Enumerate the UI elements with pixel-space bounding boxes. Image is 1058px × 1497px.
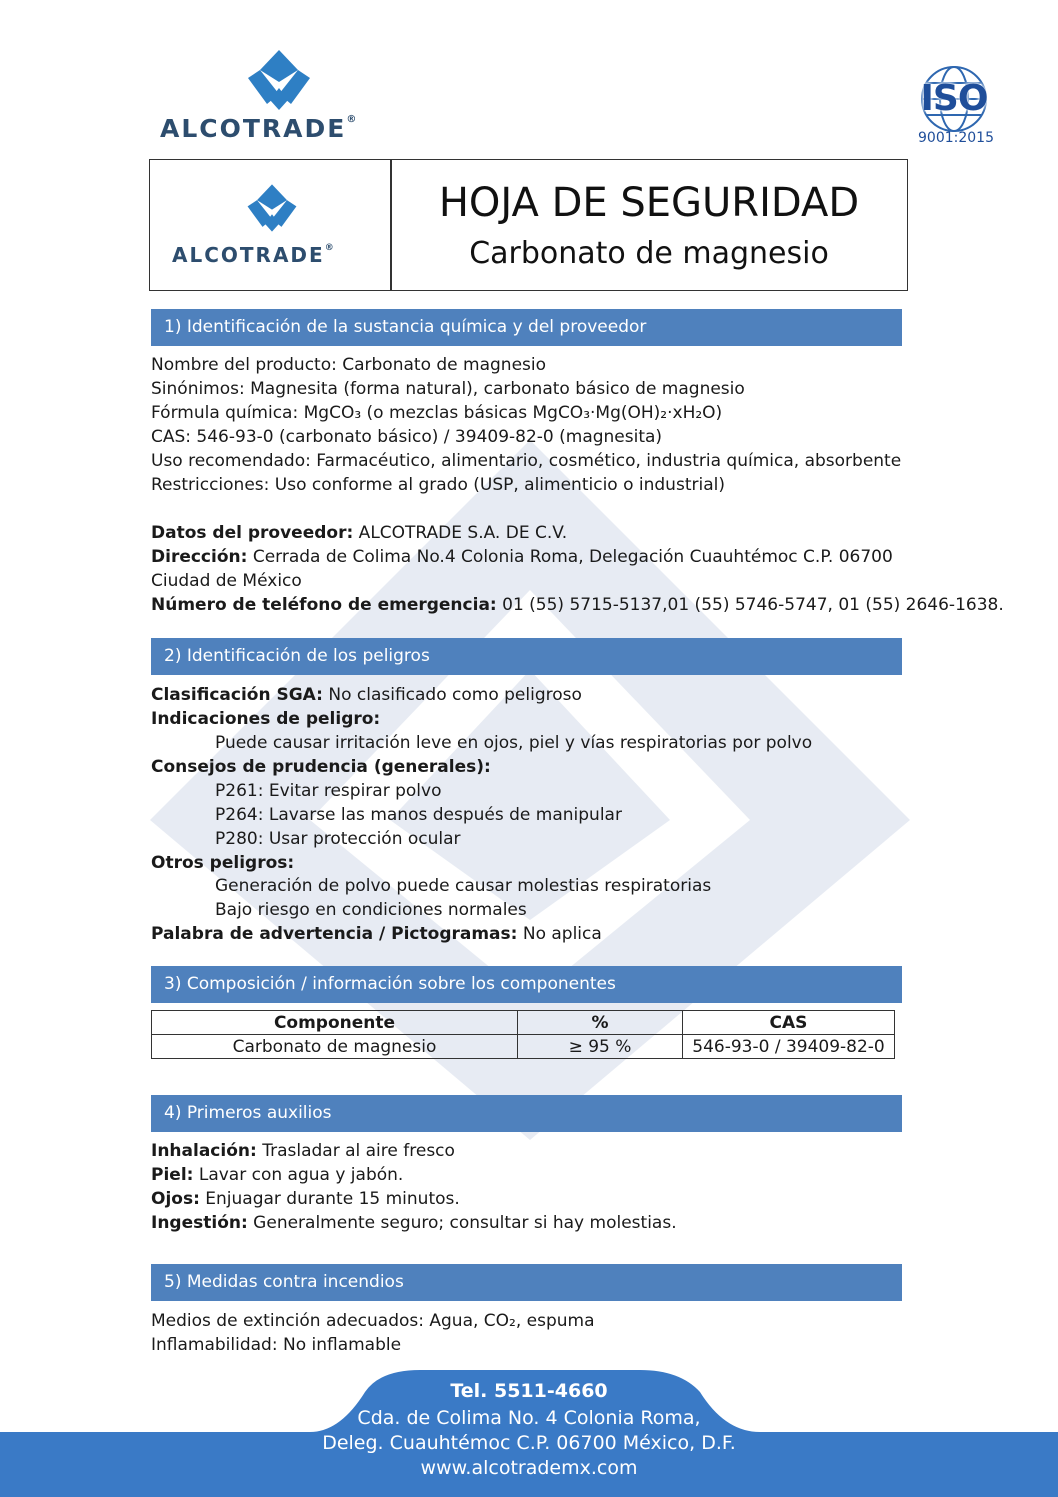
- extinguishing-media-line: Medios de extinción adecuados: Agua, CO₂, espuma: [151, 1311, 595, 1331]
- column-header: CAS: [683, 1011, 895, 1035]
- footer-address-line-2: Deleg. Cuauhtémoc C.P. 06700 México, D.F.: [322, 1432, 736, 1454]
- supplier-value: ALCOTRADE S.A. DE C.V.: [353, 523, 568, 543]
- sga-value: No clasificado como peligroso: [322, 685, 582, 705]
- phone-label: Número de teléfono de emergencia:: [151, 595, 497, 615]
- address-label: Dirección:: [151, 547, 248, 567]
- alcotrade-emblem-icon: [246, 182, 298, 234]
- iso-label: ISO: [920, 78, 988, 119]
- phone-line: [151, 593, 1004, 617]
- signal-label: Palabra de advertencia / Pictogramas:: [151, 924, 518, 944]
- alcotrade-emblem-icon: [246, 48, 312, 112]
- phone-value: 01 (55) 5715-5137,01 (55) 5746-5747, 01 (55) 2646-1638.: [496, 595, 1004, 615]
- section-2-heading: 2) Identificación de los peligros: [151, 638, 902, 675]
- first-aid-item: Inhalación: Trasladar al aire fresco: [151, 1141, 455, 1161]
- column-header: %: [518, 1011, 683, 1035]
- footer: [0, 1370, 1058, 1497]
- first-aid-item: Ojos: Enjuagar durante 15 minutos.: [151, 1189, 460, 1209]
- advice-item: P261: Evitar respirar polvo: [215, 781, 442, 801]
- sga-label: Clasificación SGA:: [151, 685, 323, 705]
- address-value: Cerrada de Colima No.4 Colonia Roma, Delegación Cuauhtémoc C.P. 06700 Ciudad de México: [151, 547, 893, 591]
- cas-line: CAS: 546-93-0 (carbonato básico) / 39409-82-0 (magnesita): [151, 427, 663, 447]
- title-box: [149, 159, 908, 291]
- use-line: Uso recomendado: Farmacéutico, alimentario, cosmético, industria química, absorbente: [151, 451, 902, 471]
- advice-item: P264: Lavarse las manos después de manipular: [215, 805, 622, 825]
- iso-badge: [912, 64, 1002, 148]
- product-name-line: Nombre del producto: Carbonato de magnesio: [151, 355, 547, 375]
- document-title: HOJA DE SEGURIDAD: [438, 180, 860, 226]
- hazard-label: Indicaciones de peligro:: [151, 709, 381, 729]
- signal-word-line: [151, 922, 602, 946]
- section-1-heading: 1) Identificación de la sustancia química y del proveedor: [151, 309, 902, 346]
- logo-text: ALCOTRADE: [172, 243, 325, 267]
- other-hazard-item: Generación de polvo puede causar molestias respiratorias: [215, 876, 712, 896]
- footer-phone: Tel. 5511-4660: [450, 1380, 608, 1402]
- table-cell: Carbonato de magnesio: [152, 1035, 518, 1059]
- sga-line: [151, 683, 582, 707]
- signal-value: No aplica: [517, 924, 602, 944]
- section-4-heading: 4) Primeros auxilios: [151, 1095, 902, 1132]
- company-logo: [160, 48, 410, 143]
- table-header-row: [152, 1011, 895, 1035]
- footer-website[interactable]: www.alcotrademx.com: [420, 1457, 638, 1479]
- advice-item: P280: Usar protección ocular: [215, 829, 461, 849]
- address-line: [151, 545, 911, 593]
- flammability-line: Inflamabilidad: No inflamable: [151, 1335, 402, 1355]
- section-5-heading: 5) Medidas contra incendios: [151, 1264, 902, 1301]
- document-subtitle: Carbonato de magnesio: [469, 236, 829, 271]
- restrictions-line: Restricciones: Uso conforme al grado (USP, alimenticio o industrial): [151, 475, 725, 495]
- advice-label: Consejos de prudencia (generales):: [151, 757, 491, 777]
- registered-mark: ®: [324, 243, 336, 253]
- composition-table: [151, 1010, 895, 1059]
- other-hazard-item: Bajo riesgo en condiciones normales: [215, 900, 527, 920]
- table-cell: ≥ 95 %: [518, 1035, 683, 1059]
- registered-mark: ®: [346, 114, 359, 125]
- hazard-item: Puede causar irritación leve en ojos, piel y vías respiratorias por polvo: [215, 733, 813, 753]
- logo-text: ALCOTRADE: [160, 114, 347, 143]
- iso-standard: 9001:2015: [918, 130, 994, 146]
- title-box-logo: [168, 182, 378, 272]
- other-hazards-label: Otros peligros:: [151, 853, 295, 873]
- supplier-line: [151, 521, 567, 545]
- table-cell: 546-93-0 / 39409-82-0: [683, 1035, 895, 1059]
- table-row: [152, 1035, 895, 1059]
- formula-line: Fórmula química: MgCO₃ (o mezclas básicas MgCO₃·Mg(OH)₂·xH₂O): [151, 403, 723, 423]
- first-aid-item: Ingestión: Generalmente seguro; consultar si hay molestias.: [151, 1213, 677, 1233]
- column-header: Componente: [152, 1011, 518, 1035]
- section-3-heading: 3) Composición / información sobre los componentes: [151, 966, 902, 1003]
- footer-address-line-1: Cda. de Colima No. 4 Colonia Roma,: [357, 1407, 701, 1429]
- synonyms-line: Sinónimos: Magnesita (forma natural), carbonato básico de magnesio: [151, 379, 745, 399]
- first-aid-item: Piel: Lavar con agua y jabón.: [151, 1165, 404, 1185]
- supplier-label: Datos del proveedor:: [151, 523, 354, 543]
